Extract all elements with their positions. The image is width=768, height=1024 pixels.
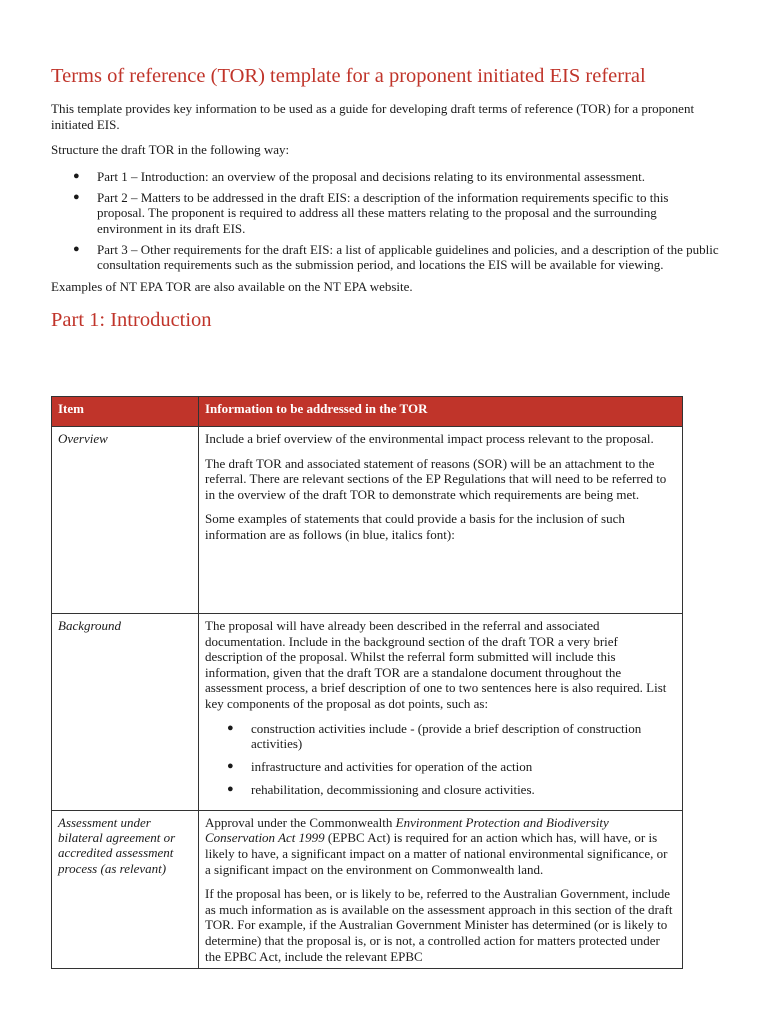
intro-paragraph: This template provides key information to be used as a guide for developing draft terms of reference (TOR) for a proponent initiated EIS. — [51, 101, 695, 132]
table-row — [52, 810, 683, 968]
item-overview: Overview — [52, 427, 199, 614]
table-row — [52, 614, 683, 811]
header-item: Item — [52, 397, 199, 427]
list-item: ● Part 2 – Matters to be addressed in the draft EIS: a description of the information requirements specific to this proposal. The proponent is required to address all these matters relating to the proposal and the surrounding environment in its draft EIS. — [73, 190, 669, 236]
bullet-icon: ● — [227, 783, 234, 796]
component-list — [205, 721, 676, 798]
bullet-icon: ● — [227, 721, 234, 734]
tor-table — [51, 396, 683, 969]
info-assessment: Approval under the Commonwealth Environment Protection and Biodiversity Conservation Act 1999 (EPBC Act) is required for an action which has, will have, or is likely to have, a significant impact on a matter of national environmental significance, or a significant impact on the environment on Commonwealth land. If the proposal has been, or is likely to be, referred to the Australian Government, include as much information as is available on the assessment approach in this section of the draft TOR. For example, if the Australian Government Minister has determined (or is likely to determine) that the proposal is, or is not, a controlled action for matters protected under the EPBC Act, include the relevant EPBC — [199, 810, 683, 968]
section-title: Part 1: Introduction — [51, 309, 212, 332]
item-assessment: Assessment under bilateral agreement or accredited assessment process (as relevant) — [52, 810, 199, 968]
info-overview: Include a brief overview of the environmental impact process relevant to the proposal. The draft TOR and associated statement of reasons (SOR) will be an attachment to the referral. There are relevant sections of the EP Regulations that will need to be referred to in the overview of the draft TOR to demonstrate which requirements are being met. Some examples of statements that could provide a basis for the inclusion of such information are as follows (in blue, italics font): — [199, 427, 683, 614]
table-header-row — [52, 397, 683, 427]
act-name: Environment Protection and Biodiversity Conservation Act 1999 — [205, 814, 609, 846]
bullet-icon: ● — [73, 242, 80, 255]
parts-list — [51, 169, 719, 273]
list-item: ● infrastructure and activities for operation of the action — [227, 759, 533, 775]
examples-note: Examples of NT EPA TOR are also available on the NT EPA website. — [51, 278, 413, 294]
list-item: ● construction activities include - (provide a brief description of construction activities) — [227, 720, 642, 751]
table-row — [52, 427, 683, 614]
bullet-icon: ● — [227, 760, 234, 773]
structure-lead: Structure the draft TOR in the following way: — [51, 142, 290, 158]
header-information: Information to be addressed in the TOR — [199, 397, 683, 427]
document-title: Terms of reference (TOR) template for a proponent initiated EIS referral — [51, 65, 646, 87]
list-item: ● Part 3 – Other requirements for the draft EIS: a list of applicable guidelines and policies, and a description of the public consultation requirements such as the submission period, and locations the EIS will be available for viewing. — [73, 241, 719, 273]
bullet-icon: ● — [73, 169, 80, 182]
document-page — [51, 64, 719, 964]
list-item: ● Part 1 – Introduction: an overview of the proposal and decisions relating to its environmental assessment. — [73, 168, 646, 184]
list-item: ● rehabilitation, decommissioning and closure activities. — [227, 782, 535, 798]
bullet-icon: ● — [73, 191, 80, 204]
item-background: Background — [52, 614, 199, 811]
info-background: The proposal will have already been described in the referral and associated documentation. Include in the background section of the draft TOR a very brief description of the proposal. Whilst the referral form submitted will include this information, given that the draft TOR are a standalone document throughout the assessment process, a brief description of one to two sentences here is also required. List key components of the proposal as dot points, such as: ● construction activities include - (provide a brief description of construction activities) ● infrastructure and activities for operation of the action ● rehabilitation, decommissioning and closure activities. — [199, 614, 683, 811]
